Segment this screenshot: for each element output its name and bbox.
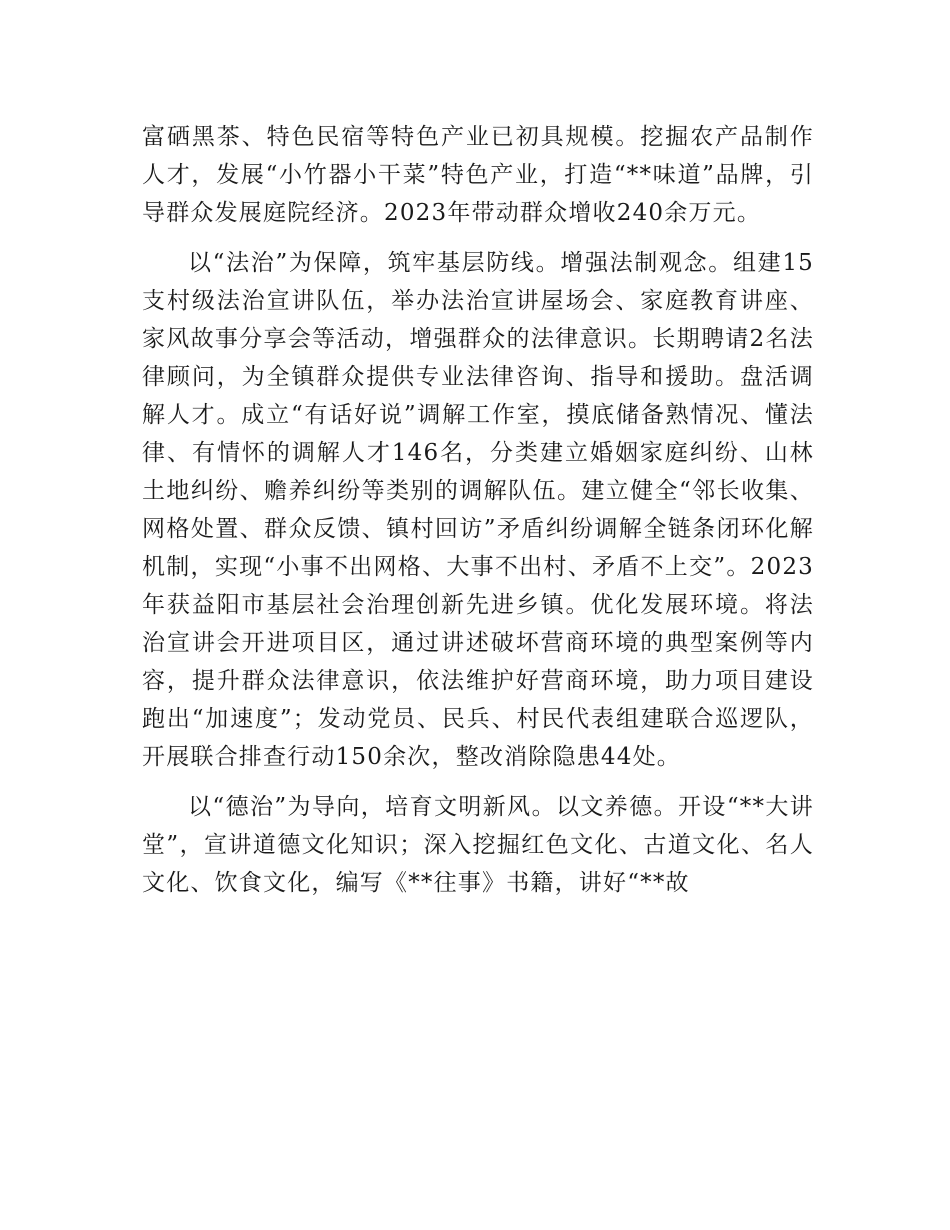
paragraph-rule-of-law: 以“法治”为保障，筑牢基层防线。增强法制观念。组建15支村级法治宣讲队伍，举办法治宣讲屋场会、家庭教育讲座、家风故事分享会等活动，增强群众的法律意识。长期聘请2名法律顾问，为全镇群众提供专业法律咨询、指导和援助。盘活调解人才。成立“有话好说”调解工作室，摸底储备熟情况、懂法律、有情怀的调解人才146名，分类建立婚姻家庭纠纷、山林土地纠纷、赡养纠纷等类别的调解队伍。建立健全“邻长收集、网格处置、群众反馈、镇村回访”矛盾纠纷调解全链条闭环化解机制，实现“小事不出网格、大事不出村、矛盾不上交”。2023年获益阳市基层社会治理创新先进乡镇。优化发展环境。将法治宣讲会开进项目区，通过讲述破坏营商环境的典型案例等内容，提升群众法律意识，依法维护好营商环境，助力项目建设跑出“加速度”；发动党员、民兵、村民代表组建联合巡逻队，开展联合排查行动150余次，整改消除隐患44处。 — [142, 250, 814, 770]
paragraph-rule-of-virtue: 以“德治”为导向，培育文明新风。以文养德。开设“**大讲堂”，宣讲道德文化知识；深入挖掘红色文化、古道文化、名人文化、饮食文化，编写《**往事》书籍，讲好“**故 — [142, 794, 814, 896]
document-body — [142, 118, 814, 902]
paragraph-industry-development: 富硒黑茶、特色民宿等特色产业已初具规模。挖掘农产品制作人才，发展“小竹器小干菜”特色产业，打造“**味道”品牌，引导群众发展庭院经济。2023年带动群众增收240余万元。 — [142, 124, 814, 226]
